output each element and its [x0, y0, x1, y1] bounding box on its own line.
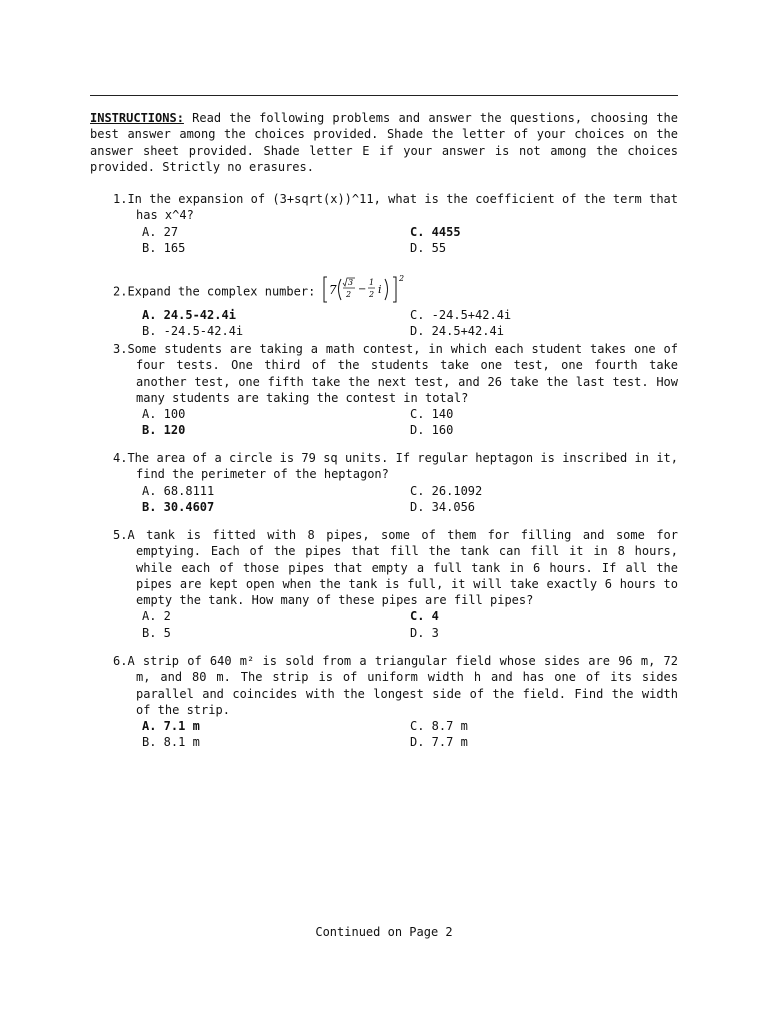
- choice-d: D. 55: [410, 240, 447, 255]
- choice-d: D. 34.056: [410, 499, 476, 514]
- formula-coef: 7: [328, 283, 337, 297]
- choices: [142, 307, 678, 340]
- choice-b: B. 30.4607: [142, 499, 215, 514]
- question-1: [113, 191, 678, 256]
- choice-c: C. 4455: [410, 224, 461, 239]
- question-6: [113, 653, 678, 751]
- choices: [142, 608, 678, 641]
- choices: [142, 483, 678, 516]
- page-footer: Continued on Page 2: [315, 925, 453, 939]
- instructions: [90, 110, 678, 175]
- formula-denominator: 2: [345, 290, 351, 299]
- formula-denominator-two: 2: [368, 290, 374, 299]
- choice-c: C. 8.7 m: [410, 719, 468, 734]
- choice-c: C. 26.1092: [410, 483, 483, 498]
- question-text: 5.A tank is fitted with 8 pipes, some of them for filling and some for emptying. Each of the pipes that fill the tank can fill it in 8 hours, while each of those pipes that empty a full tank in 6 hours. If all the pipes are kept open when the tank is full, it will take exactly 6 hours to empty the tank. How many of these pipes are fill pipes?: [113, 528, 678, 608]
- formula-numerator-one: 1: [368, 278, 374, 287]
- choice-c: C. -24.5+42.4i: [410, 308, 512, 322]
- complex-number-formula: [323, 274, 407, 304]
- choice-a: A. 2: [142, 609, 171, 624]
- choice-d: D. 24.5+42.4i: [410, 324, 504, 339]
- choice-a: A. 7.1 m: [142, 719, 200, 734]
- choice-d: D. 7.7 m: [410, 735, 468, 750]
- choices: [142, 224, 678, 257]
- choice-a: A. 100: [142, 407, 186, 422]
- choice-c: C. 4: [410, 609, 439, 624]
- top-divider: [90, 95, 678, 96]
- choice-b: B. 5: [142, 625, 171, 640]
- instructions-text: Read the following problems and answer the questions, choosing the best answer among the choices provided. Shade the letter of your choices on the answer sheet provided. Shade letter E if your answer is not among the choices provided. Strictly no erasures.: [90, 111, 678, 174]
- choice-a: A. 24.5-42.4i: [142, 308, 236, 322]
- choice-b: B. 165: [142, 240, 186, 255]
- question-3: [113, 341, 678, 439]
- question-4: [113, 450, 678, 515]
- question-text-label: 2.Expand the complex number:: [113, 284, 323, 299]
- choice-d: D. 3: [410, 625, 439, 640]
- choice-d: D. 160: [410, 423, 454, 438]
- question-text: 4.The area of a circle is 79 sq units. If regular heptagon is inscribed in it, find the perimeter of the heptagon?: [113, 451, 678, 482]
- formula-minus: −: [357, 284, 366, 295]
- formula-exponent: 2: [398, 274, 404, 283]
- question-text: 1.In the expansion of (3+sqrt(x))^11, what is the coefficient of the term that has x^4?: [113, 192, 678, 223]
- choice-a: A. 27: [142, 224, 179, 239]
- question-5: [113, 527, 678, 641]
- choices: [142, 718, 678, 751]
- choice-a: A. 68.8111: [142, 483, 215, 498]
- instructions-label: INSTRUCTIONS:: [90, 111, 184, 125]
- question-text: [113, 274, 678, 307]
- formula-sqrt-radicand: 3: [347, 278, 353, 287]
- choice-b: B. -24.5-42.4i: [142, 324, 244, 339]
- choice-b: B. 8.1 m: [142, 735, 200, 750]
- formula-imaginary-unit: i: [377, 283, 382, 296]
- question-2: [113, 274, 678, 340]
- question-text: 3.Some students are taking a math contest, in which each student takes one of four tests. One third of the students take one test, one fourth take another test, one fifth take the next test, and 26 take the last test. How many students are taking the contest in total?: [113, 342, 678, 405]
- question-text: 6.A strip of 640 m² is sold from a triangular field whose sides are 96 m, 72 m, and 80 m. The strip is of uniform width h and has one of its sides parallel and coincides with the longest side of the field. Find the width of the strip.: [113, 654, 678, 717]
- choice-b: B. 120: [142, 423, 186, 438]
- choice-c: C. 140: [410, 407, 454, 422]
- choices: [142, 406, 678, 439]
